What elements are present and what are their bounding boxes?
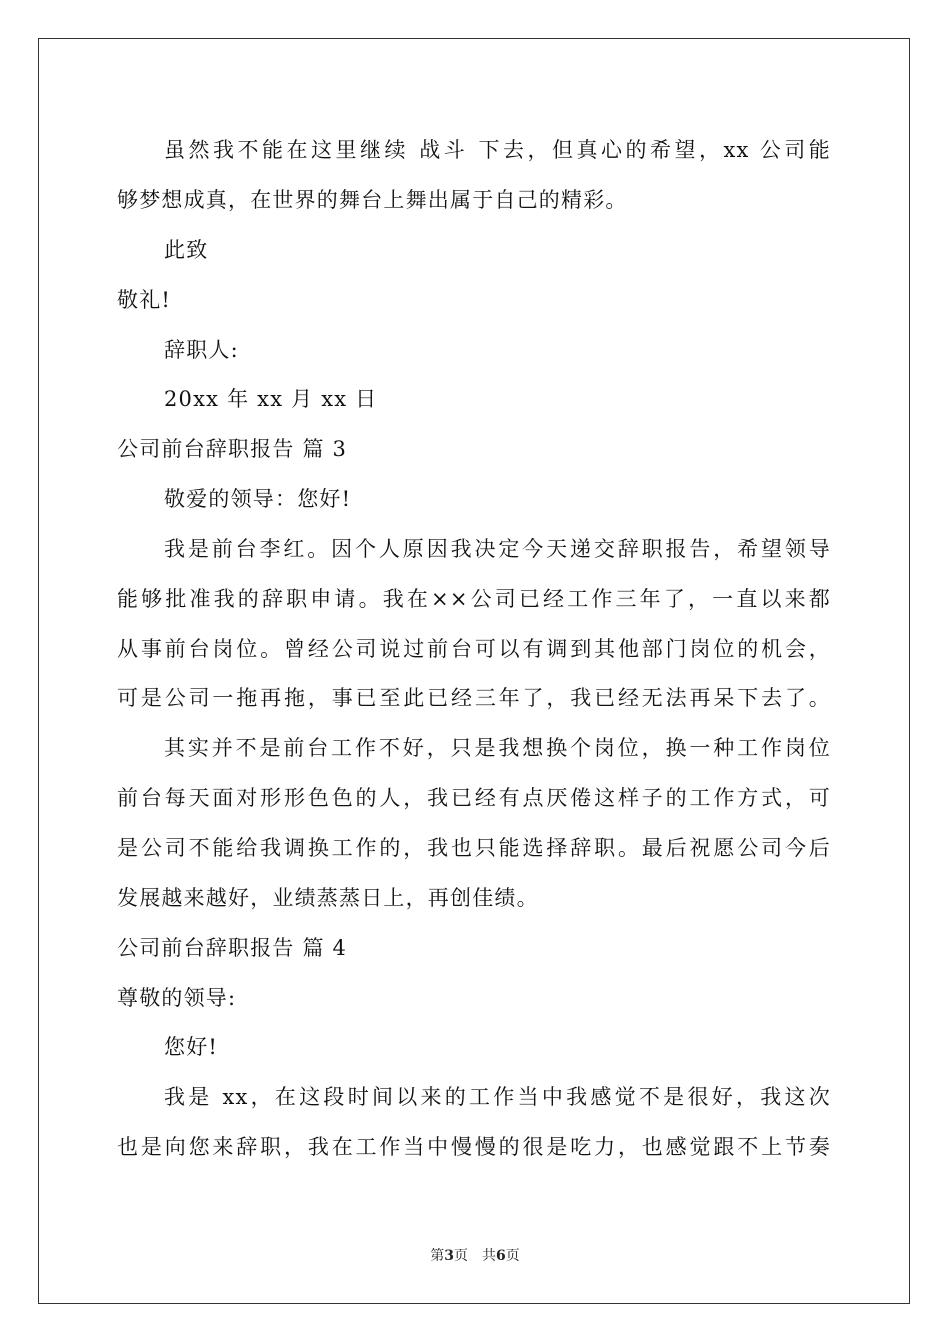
section-heading: 公司前台辞职报告 篇 3: [117, 437, 348, 461]
paragraph-line: 也是向您来辞职，我在工作当中慢慢的很是吃力，也感觉跟不上节奏: [117, 1135, 831, 1159]
page-number-suffix: 页: [505, 1248, 520, 1264]
paragraph-line: 是公司不能给我调换工作的，我也只能选择辞职。最后祝愿公司今后: [117, 836, 831, 860]
closing-salutation: 此致: [164, 238, 209, 262]
page-border: [38, 38, 910, 1304]
paragraph-line: 能够批准我的辞职申请。我在××公司已经工作三年了，一直以来都: [117, 587, 831, 611]
paragraph-line: 前台每天面对形形色色的人，我已经有点厌倦这样子的工作方式，可: [117, 786, 831, 810]
total-page-count: 6: [496, 1248, 506, 1264]
paragraph-line: 从事前台岗位。曾经公司说过前台可以有调到其他部门岗位的机会，: [117, 637, 831, 661]
page-footer: [0, 1246, 950, 1266]
page-number-mid: 页 共: [454, 1248, 496, 1264]
paragraph-line: 虽然我不能在这里继续 战斗 下去，但真心的希望，xx 公司能: [164, 138, 831, 162]
current-page-number: 3: [444, 1248, 454, 1264]
paragraph-line: 其实并不是前台工作不好，只是我想换个岗位，换一种工作岗位: [164, 736, 831, 760]
date-line: 20xx 年 xx 月 xx 日: [164, 387, 378, 411]
section-heading: 公司前台辞职报告 篇 4: [117, 936, 348, 960]
paragraph-line: 我是 xx，在这段时间以来的工作当中我感觉不是很好，我这次: [164, 1085, 831, 1109]
paragraph-line: 可是公司一拖再拖，事已至此已经三年了，我已经无法再呆下去了。: [117, 686, 831, 710]
paragraph-line: 发展越来越好，业绩蒸蒸日上，再创佳绩。: [117, 886, 539, 910]
closing-regards: 敬礼!: [117, 288, 172, 312]
paragraph-line: 我是前台李红。因个人原因我决定今天递交辞职报告，希望领导: [164, 537, 831, 561]
greeting-line: 您好!: [164, 1035, 219, 1059]
greeting-line: 敬爱的领导：您好!: [164, 487, 352, 511]
page-number-prefix: 第: [430, 1248, 445, 1264]
greeting-line: 尊敬的领导:: [117, 986, 237, 1010]
paragraph-line: 够梦想成真，在世界的舞台上舞出属于自己的精彩。: [117, 188, 628, 212]
signature-label: 辞职人:: [164, 338, 239, 362]
